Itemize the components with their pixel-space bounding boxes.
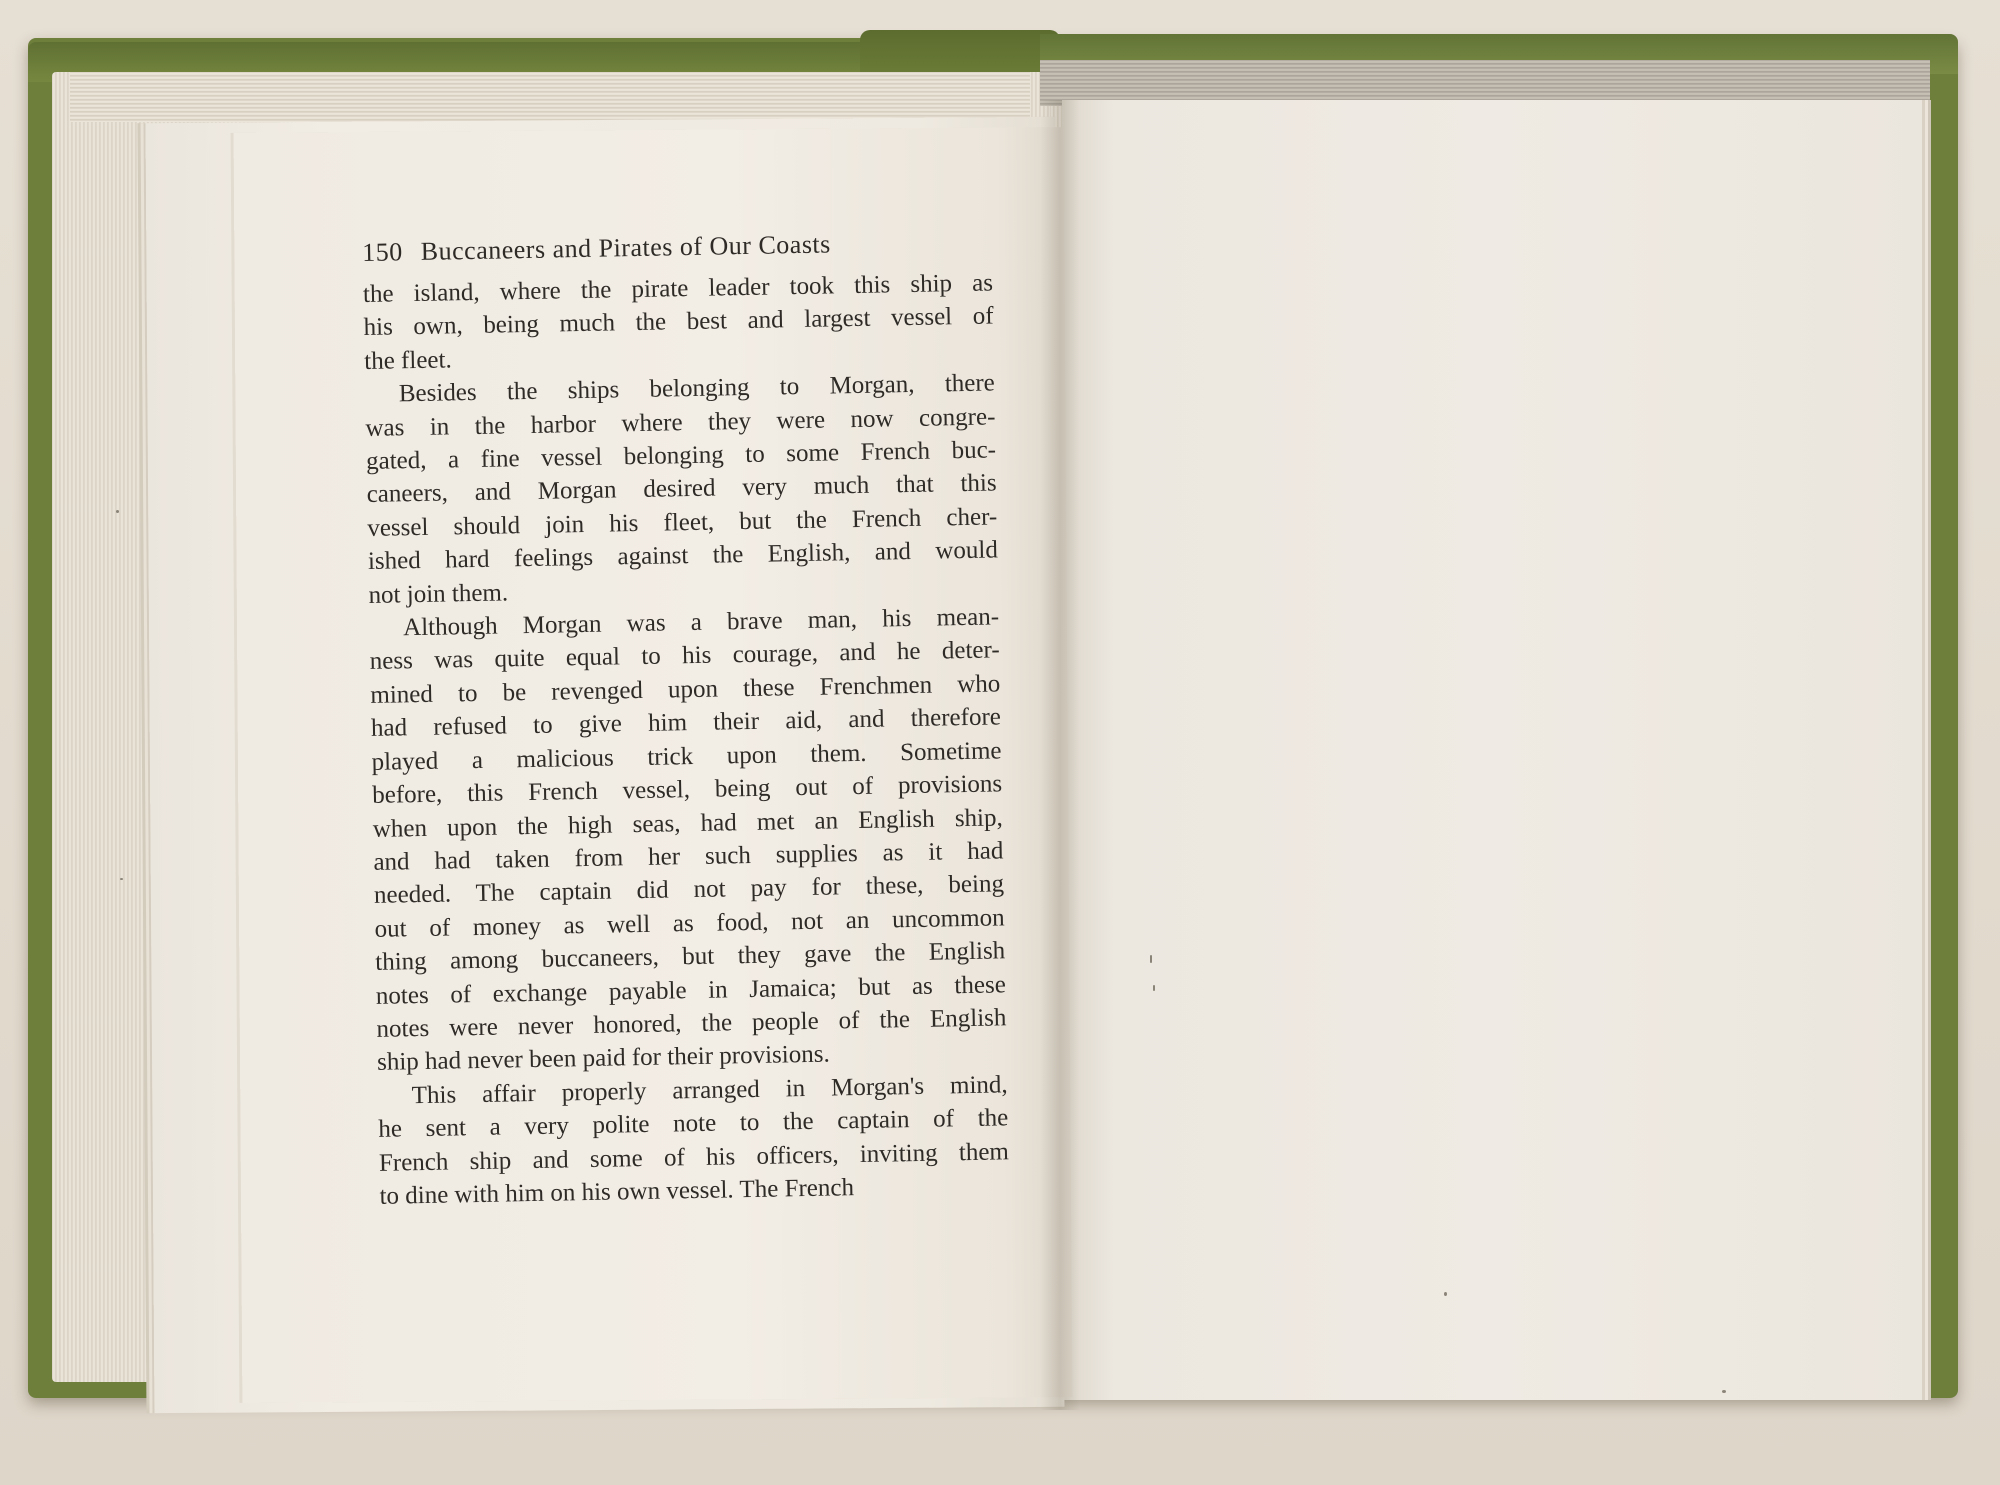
text-line: to dine with him on his own vessel. The French <box>379 1174 855 1210</box>
paper-speck <box>1150 955 1152 963</box>
text-line: was in the harbor where they were now congre- <box>365 403 996 442</box>
text-line: Although Morgan was a brave man, his mean- <box>402 603 1000 642</box>
text-line: before, this French vessel, being out of provisions <box>371 770 1003 809</box>
paper-speck <box>120 878 123 880</box>
text-line: gated, a fine vessel belonging to some French buc- <box>365 436 997 475</box>
text-line: This affair properly arranged in Morgan's mind, <box>411 1071 1008 1109</box>
text-line: notes of exchange payable in Jamaica; but as these <box>375 970 1007 1010</box>
right-page-blank <box>1062 100 1922 1400</box>
text-line: thing among buccaneers, but they gave the English <box>375 937 1006 977</box>
paper-speck <box>1153 985 1155 991</box>
text-line: played a malicious trick upon them. Sometime <box>371 737 1002 776</box>
page-edges-top-left <box>70 72 1030 122</box>
running-head-title: Buccaneers and Pirates of Our Coasts <box>420 229 832 266</box>
text-line: French ship and some of his officers, inviting them <box>378 1137 1010 1177</box>
paper-speck <box>1444 1292 1447 1296</box>
text-line: out of money as well as food, not an uncommon <box>374 904 1005 943</box>
text-line: his own, being much the best and largest vessel of <box>363 302 994 342</box>
body-text <box>363 266 1010 1213</box>
text-line: needed. The captain did not pay for these, being <box>373 870 1005 910</box>
text-line: vessel should join his fleet, but the French cher- <box>367 503 998 542</box>
paper-speck <box>116 510 119 513</box>
paper-speck <box>1722 1390 1726 1393</box>
text-line: caneers, and Morgan desired very much that this <box>366 469 997 509</box>
text-line: when upon the high seas, had met an English ship, <box>372 803 1003 843</box>
text-line: mined to be revenged upon these Frenchmen who <box>370 670 1001 709</box>
text-line: Besides the ships belonging to Morgan, there <box>398 369 996 408</box>
book-gutter <box>1040 100 1080 1410</box>
text-line: the fleet. <box>364 346 452 375</box>
text-line: ship had never been paid for their provisions. <box>376 1040 830 1077</box>
page-text <box>362 226 1010 1213</box>
text-line: not join them. <box>368 579 509 609</box>
text-line: the island, where the pirate leader took this ship as <box>362 269 994 308</box>
text-line: ness was quite equal to his courage, and he deter- <box>369 636 1000 676</box>
text-line: notes were never honored, the people of the English <box>376 1004 1007 1043</box>
text-line: had refused to give him their aid, and therefore <box>370 703 1002 743</box>
text-line: he sent a very polite note to the captain of the <box>378 1104 1009 1144</box>
page-number: 150 <box>362 237 404 267</box>
text-line: ished hard feelings against the English, and would <box>367 536 999 576</box>
text-line: and had taken from her such supplies as it had <box>373 837 1004 876</box>
